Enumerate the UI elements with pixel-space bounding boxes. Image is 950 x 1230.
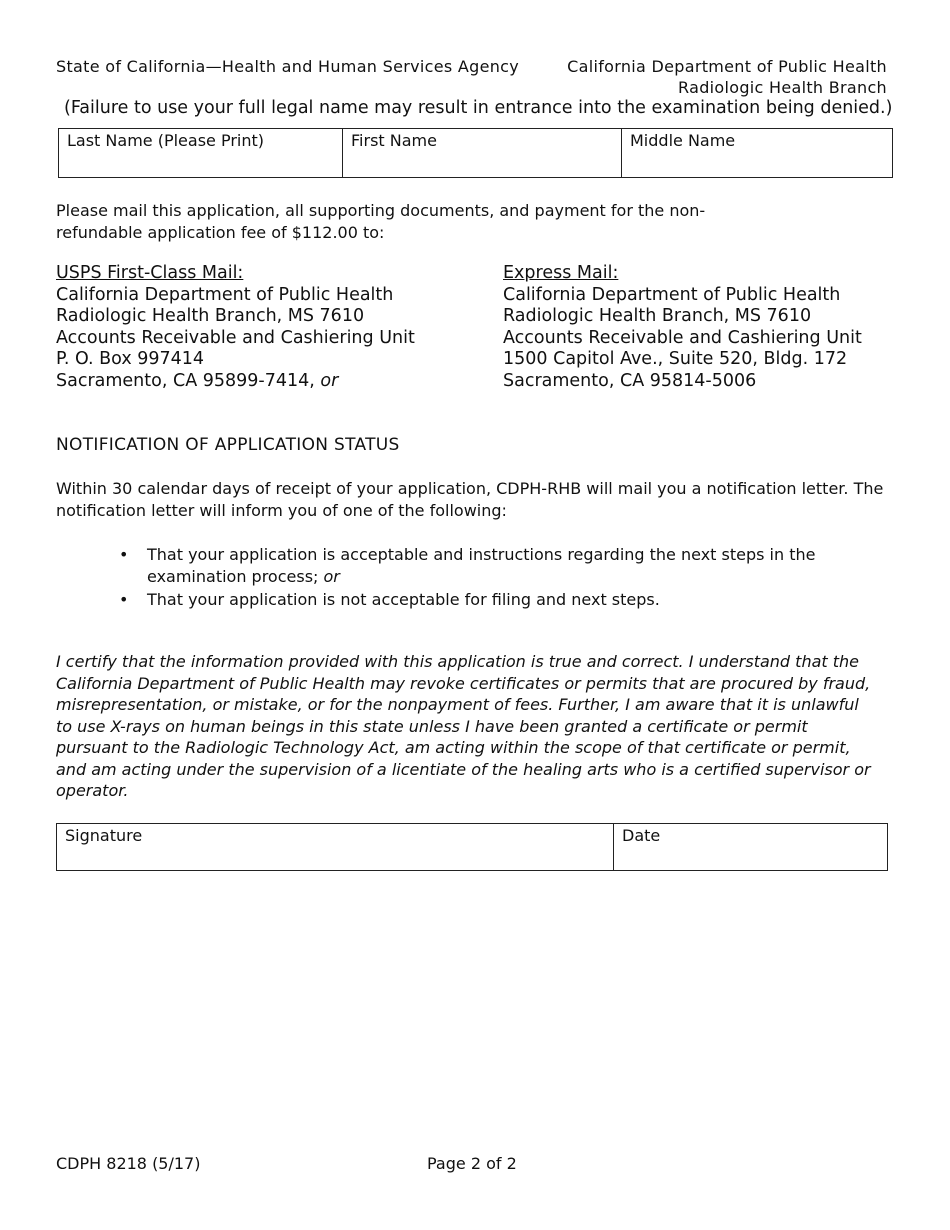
bullet1-line2: examination process; <box>147 566 324 586</box>
bullet-icon: • <box>119 545 129 564</box>
notification-bullet-list <box>119 544 867 613</box>
express-address-line: California Department of Public Health <box>503 284 841 305</box>
usps-or-text: or <box>320 370 339 391</box>
usps-heading: USPS First-Class Mail: <box>56 263 244 283</box>
middle-name-field[interactable] <box>622 129 893 178</box>
first-name-field[interactable] <box>343 129 622 178</box>
notification-line1: Within 30 calendar days of receipt of your application, CDPH-RHB will mail you a notification letter. The <box>56 479 884 498</box>
signature-field[interactable] <box>57 824 614 871</box>
express-address-block <box>503 263 862 392</box>
legal-name-warning: (Failure to use your full legal name may result in entrance into the examination being denied.) <box>64 98 893 118</box>
express-address-line: Radiologic Health Branch, MS 7610 <box>503 306 812 326</box>
middle-name-label: Middle Name <box>630 131 736 150</box>
certification-line: misrepresentation, or mistake, or for the nonpayment of fees. Further, I am aware that it is unlawful <box>56 695 859 714</box>
form-id: CDPH 8218 (5/17) <box>56 1154 201 1173</box>
usps-address-block <box>56 263 415 392</box>
usps-address-line: Accounts Receivable and Cashiering Unit <box>56 327 415 348</box>
certification-line: to use X-rays on human beings in this state unless I have been granted a certificate or permit <box>56 716 808 736</box>
certification-line: I certify that the information provided with this application is true and correct. I understand that the <box>56 652 859 671</box>
express-heading: Express Mail: <box>503 263 619 283</box>
certification-statement <box>56 651 871 802</box>
express-address-line: 1500 Capitol Ave., Suite 520, Bldg. 172 <box>503 349 848 369</box>
express-address-line: Accounts Receivable and Cashiering Unit <box>503 327 862 348</box>
bullet-item <box>119 544 867 587</box>
last-name-field[interactable] <box>59 129 343 178</box>
certification-line: pursuant to the Radiologic Technology Act, am acting within the scope of that certificate or permit, <box>56 738 851 757</box>
page-number: Page 2 of 2 <box>427 1154 517 1173</box>
express-address-line: Sacramento, CA 95814-5006 <box>503 370 757 391</box>
certification-line: and am acting under the supervision of a licentiate of the healing arts who is a certified supervisor or <box>56 759 871 779</box>
mail-instructions <box>56 200 705 243</box>
date-field[interactable] <box>614 824 888 871</box>
branch-header: Radiologic Health Branch <box>678 78 887 97</box>
notification-line2: notification letter will inform you of one of the following: <box>56 500 507 520</box>
usps-city-line: Sacramento, CA 95899-7414, <box>56 370 321 391</box>
mail-instructions-line2: refundable application fee of $112.00 to: <box>56 222 385 242</box>
bullet-icon: • <box>119 590 129 609</box>
bullet-item <box>119 589 867 611</box>
signature-label: Signature <box>65 826 143 845</box>
name-table <box>58 128 893 178</box>
certification-line: operator. <box>56 781 129 800</box>
usps-address-line: P. O. Box 997414 <box>56 349 205 369</box>
usps-address-line: Radiologic Health Branch, MS 7610 <box>56 306 365 326</box>
bullet1-line1: That your application is acceptable and instructions regarding the next steps in the <box>147 545 816 564</box>
agency-header: State of California—Health and Human Services Agency <box>56 57 520 76</box>
signature-table <box>56 823 888 871</box>
department-header: California Department of Public Health <box>567 57 887 76</box>
usps-address-last-line <box>56 371 415 393</box>
bullet1-line2-wrap <box>147 566 867 588</box>
date-label: Date <box>622 826 661 845</box>
notification-paragraph <box>56 478 883 521</box>
bullet1-or-text: or <box>323 566 340 586</box>
usps-address-line: California Department of Public Health <box>56 284 394 305</box>
bullet2-text: That your application is not acceptable for filing and next steps. <box>147 590 660 609</box>
mail-instructions-line1: Please mail this application, all supporting documents, and payment for the non- <box>56 201 706 220</box>
notification-heading: NOTIFICATION OF APPLICATION STATUS <box>56 435 400 455</box>
certification-line: California Department of Public Health may revoke certificates or permits that are procured by fraud, <box>56 673 871 693</box>
first-name-label: First Name <box>351 131 437 150</box>
last-name-label: Last Name (Please Print) <box>67 131 264 150</box>
